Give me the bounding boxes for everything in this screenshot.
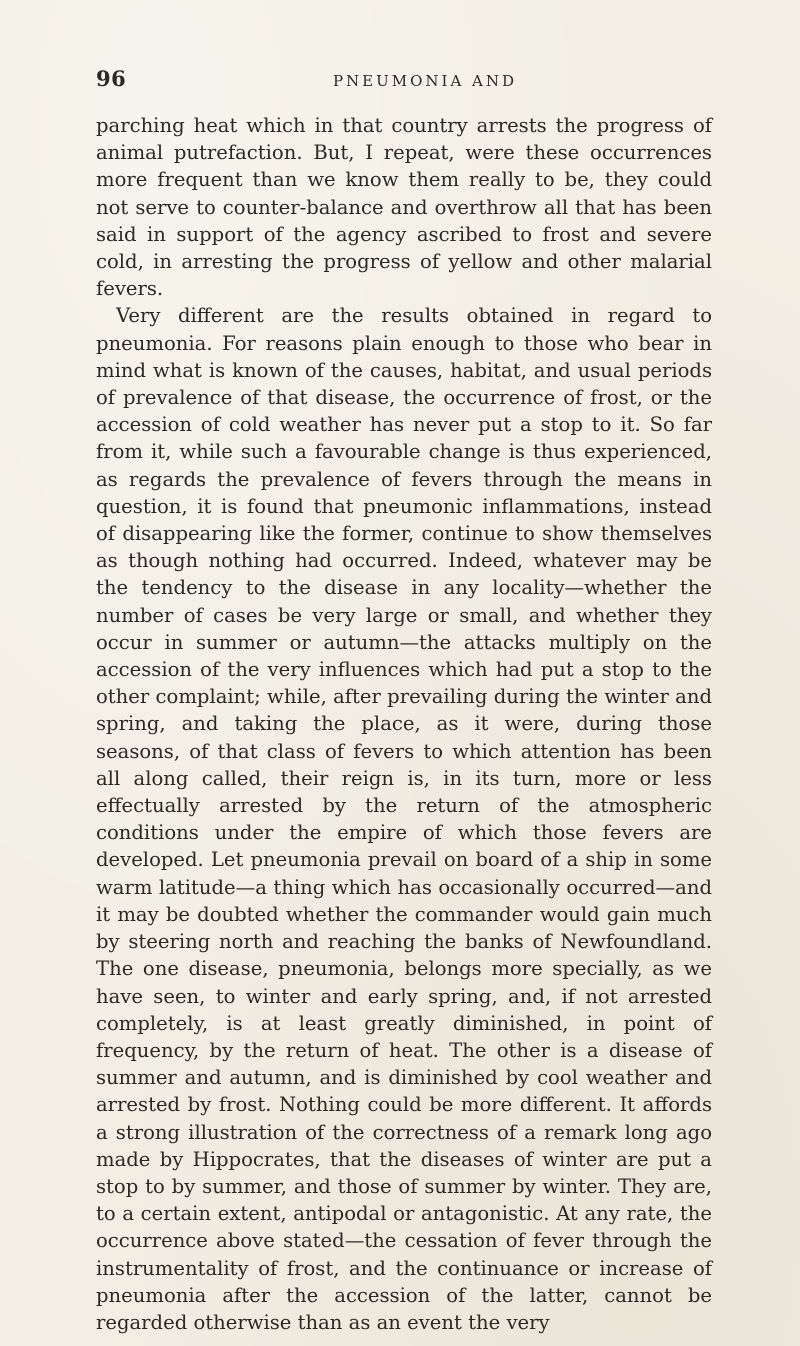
paragraph-pneumonia: Very different are the results obtained in regard to pneumonia. For reasons plain enough to those who bear in mind what is known of the causes, habitat, and usual periods of prevalence of that disease, the occurrence of frost, or the accession of cold weather has never put a stop to it. So far from it, while such a favourable change is thus experienced, as regards the prevalence of fevers through the means in question, it is found that pneumonic inflammations, instead of disappearing like the former, continue to show themselves as though nothing had occurred. Indeed, whatever may be the tendency to the disease in any locality—whether the number of cases be very large or small, and whether they occur in summer or autumn—the attacks multiply on the accession of the very influences which had put a stop to the other complaint; while, after prevailing during the winter and spring, and taking the place, as it were, during those seasons, of that class of fevers to which attention has been all along called, their reign is, in its turn, more or less effectually arrested by the return of the atmospheric conditions under the empire of which those fevers are developed. Let pneumonia prevail on board of a ship in some warm latitude—a thing which has occasionally occurred—and it may be doubted whether the commander would gain much by steering north and reaching the banks of Newfoundland. The one disease, pneumonia, belongs more specially, as we have seen, to winter and early spring, and, if not arrested completely, is at least greatly diminished, in point of frequency, by the return of heat. The other is a disease of summer and autumn, and is diminished by cool weather and arrested by frost. Nothing could be more different. It affords a strong illustration of the correctness of a remark long ago made by Hippocrates, that the diseases of winter are put a stop to by summer, and those of summer by winter. They are, to a certain extent, antipodal or antagonistic. At any rate, the occurrence above stated—the cessation of fever through the instrumentality of frost, and the continuance or increase of pneumonia after the accession of the latter, cannot be regarded otherwise than as an event the very xyxy=(96,304,712,1334)
paragraph-continuation: parching heat which in that country arrests the progress of animal putrefaction. But, I repeat, were these occurrences more frequent than we know them really to be, they could not serve to counter-balance and overthrow all that has been said in support of the agency ascribed to frost and severe cold, in arresting the progress of yellow and other malarial fevers. xyxy=(96,114,712,301)
page-number: 96 xyxy=(96,66,127,91)
body-text xyxy=(96,112,712,1336)
running-head: PNEUMONIA AND xyxy=(332,72,518,90)
page-header xyxy=(96,66,704,96)
